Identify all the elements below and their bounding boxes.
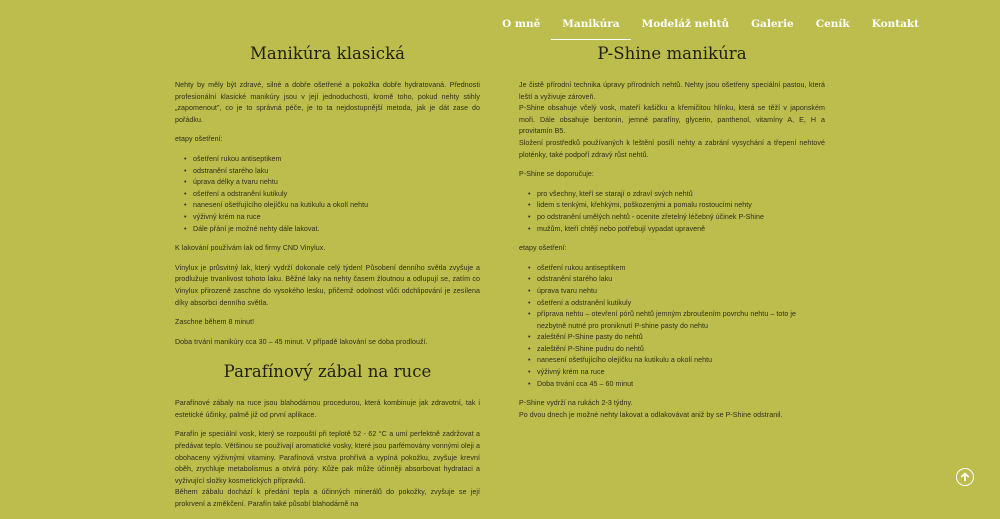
list-item: • úprava tvaru nehtu (529, 286, 825, 298)
steps-label: etapy ošetření: (175, 135, 223, 144)
list-item: • mužům, kteří chtějí nebo potřebují vypadat upraveně (529, 224, 825, 236)
nav-item-manikura[interactable]: Manikúra (551, 0, 630, 48)
paragraph-parafin-2: Parafín je speciální vosk, který se rozpouští při teplotě 52 - 62 °C a umí perfektně zadržovat a předávat teplo. Většinou se používají aromatické vosky, které jsou parfémovány vonnými oleji a obohaceny výživnými vitaminy. Parafínová vrstva prohřívá a vypíná pokožku, zvyšuje krevní oběh, zrychluje metabolismus a otvírá póry. Kůže pak může účinněji absorbovat hydrataci a vyživující složky kosmetických přípravků. (175, 430, 480, 485)
right-column (519, 40, 825, 429)
steps-list (175, 154, 480, 235)
list-item: • pro všechny, kteří se starají o zdraví svých nehtů (529, 189, 825, 201)
paragraph-intro: Nehty by měly být zdravé, silné a dobře ošetřené a pokožka dobře hydratovaná. Přednosti profesionální klasické manikúry jsou v její jednoduchosti, kromě toho, pokud nehty stihly „zapomenout", co je to správná péče, je to ta nejdostupnější metoda, jak je dát zase do pořádku. (175, 81, 480, 124)
paragraph-parafin-3: Během zábalu dochází k předání tepla a účinných minerálů do pokožky, zvyšuje se její prokrvení a změkčení. Parafín také působí blahodárně na (175, 488, 480, 509)
paragraph-parafin-1: Parafínové zábaly na ruce jsou blahodárnou procedurou, která kombinuje jak zdravotní, tak i estetické účinky, palmě již od první aplikace. (175, 399, 480, 419)
nav-item-galerie[interactable]: Galerie (751, 18, 794, 30)
paragraph-effect: Složení prostředků používaných k leštění posílí nehty a zabrání vysychání a třepení nehtové ploténky, také podpoří zdravý růst nehtů. (519, 138, 825, 159)
list-item: • ošetření rukou antiseptikem (529, 263, 825, 275)
section-title-p-shine: P-Shine manikúra (597, 44, 747, 63)
recommended-list (519, 189, 825, 235)
paragraph-composition: P-Shine obsahuje včelý vosk, mateří kašičku a křemičitou hlínku, která se těží v japonském moři. Dále obsahuje bentonin, jemné parafíny, glycerin, panthenol, vitamíny A, E, H a provitamín B5. (519, 104, 825, 136)
nav-item-cenik[interactable]: Ceník (815, 18, 850, 30)
list-item: • odstranění starého laku (185, 166, 480, 178)
steps-label: etapy ošetření: (519, 244, 567, 253)
list-item: • zaleštění P-Shine pudru do nehtů (529, 344, 825, 356)
list-item: • Doba trvání cca 45 – 60 minut (529, 379, 825, 391)
list-item: • úprava délky a tvaru nehtu (185, 177, 480, 189)
list-item: • nanesení ošetřujícího olejíčku na kutikulu a okolí nehtu (529, 355, 825, 367)
list-item: • nanesení ošetřujícího olejíčku na kutikulu a okolí nehtu (185, 200, 480, 212)
scroll-to-top-button[interactable] (956, 468, 974, 486)
list-item: • výživný krém na ruce (529, 367, 825, 379)
left-column (175, 40, 480, 519)
list-item: • zaleštění P-Shine pasty do nehtů (529, 332, 825, 344)
list-item: • ošetření a odstranění kutikuly (529, 298, 825, 310)
paragraph-vinylux: Vinylux je průsvitný lak, který vydrží dokonale celý týden! Působení denního světla zvyšuje a prodlužuje trvanlivost tohoto laku. Běžné laky na nehty časem žloutnou a odlupují se, zatím co Vinylux přirozeně zaschne do vysokého lesku, přičemž odolnost vůči odchlipování je zesílena díky absorbci denního světla. (175, 263, 480, 307)
paragraph-after: Po dvou dnech je možné nehty lakovat a odlakovávat aniž by se P-Shine odstranil. (519, 410, 783, 419)
list-item: • lidem s tenkými, křehkými, poškozenými a pomalu rostoucími nehty (529, 200, 825, 212)
recommended-label: P-Shine se doporučuje: (519, 170, 594, 179)
section-title-parafin: Parafínový zábal na ruce (223, 362, 432, 382)
paragraph-zaschne: Zaschne během 8 minut! (175, 318, 255, 327)
list-item: • ošetření rukou antiseptikem (185, 154, 480, 166)
list-item: • výživný krém na ruce (185, 212, 480, 224)
steps-list (519, 263, 825, 391)
list-item: • ošetření a odstranění kutikuly (185, 189, 480, 201)
list-item: • odstranění starého laku (529, 274, 825, 286)
nav-item-modelaz-nehtu[interactable]: Modeláž nehtů (641, 18, 730, 30)
paragraph-durability: P-Shine vydrží na rukách 2-3 týdny. (519, 399, 633, 408)
section-title-manikura-klasicka: Manikúra klasická (249, 44, 405, 63)
nav-item-o-mne[interactable]: O mně (502, 18, 541, 30)
paragraph-doba: Doba trvání manikúry cca 30 – 45 minut. V případě lakování se doba prodlouží. (175, 337, 428, 346)
arrow-up-circle-icon (960, 472, 970, 482)
paragraph-lak: K lakování používám lak od firmy CND Vinylux. (175, 244, 326, 253)
list-item: • po odstranění umělých nehtů - ocenite zřetelný léčebný účinek P-Shine (529, 212, 825, 224)
nav-item-kontakt[interactable]: Kontakt (871, 18, 919, 30)
list-item: • Dále přání je možné nehty dále lakovat. (185, 224, 480, 236)
paragraph-intro: Je čistě přírodní technika úpravy přírodních nehtů. Nehty jsou ošetřeny speciální pastou, která leští a vyživuje zároveň. (519, 81, 825, 101)
list-item: • příprava nehtu – otevření pórů nehtů jemným zbroušením povrchu nehtu – toto je nezbytně nutné pro proniknutí P-shine pasty do nehtu (529, 309, 825, 332)
